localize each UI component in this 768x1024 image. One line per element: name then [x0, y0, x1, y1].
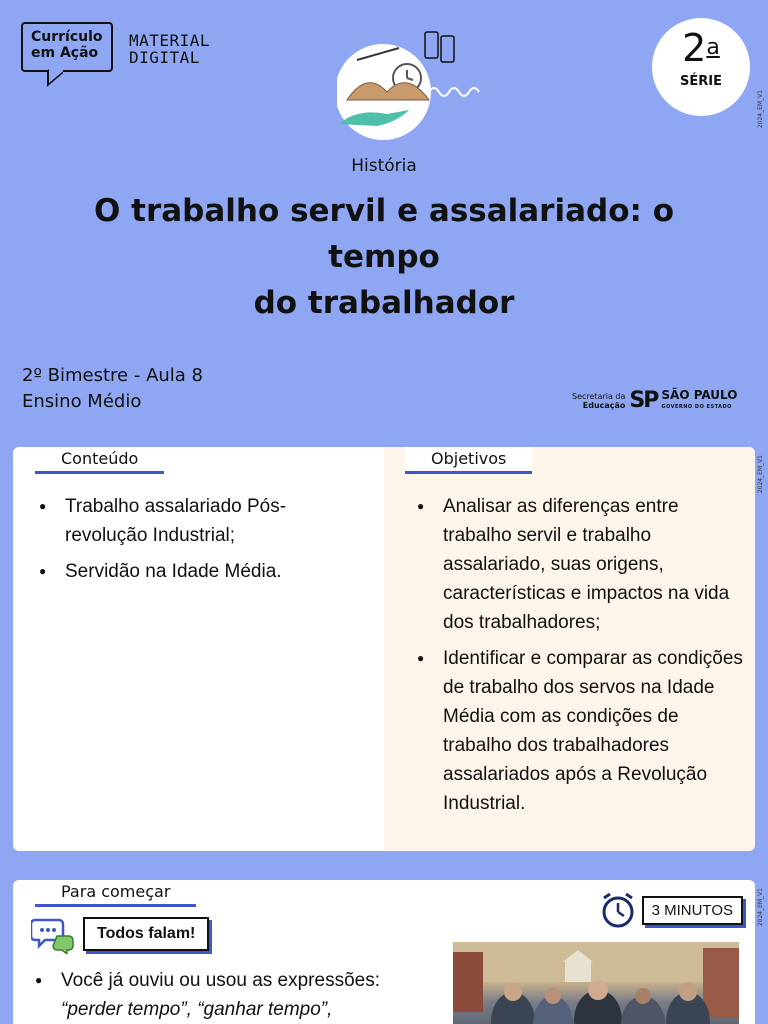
content-objectives-card: [13, 447, 755, 851]
list-item: ● Servidão na Idade Média.: [35, 557, 365, 586]
list-item: ● Analisar as diferenças entre trabalho servil e trabalho assalariado, suas origens, características e impactos na vida dos trabalhadores;: [413, 492, 743, 637]
sao-paulo-text: SÃO PAULO GOVERNO DO ESTADO: [661, 387, 738, 410]
timer-badge: [598, 890, 743, 930]
bimestre-text: 2º Bimestre - Aula 8: [22, 365, 203, 386]
para-comecar-card: [13, 880, 755, 1024]
serie-number: 2$^a$: [682, 26, 720, 70]
hero-illustration: [337, 30, 515, 142]
tag-conteudo: Conteúdo: [35, 447, 164, 474]
logo-curriculo-text: Currículo: [31, 29, 103, 45]
page-title: O trabalho servil e assalariado: o tempo do trabalhador: [94, 193, 674, 321]
logo-em-acao-text: em Ação: [31, 45, 99, 61]
logo-material-text: MATERIAL: [129, 31, 211, 50]
serie-label: SÉRIE: [680, 74, 722, 89]
tag-objetivos: Objetivos: [405, 447, 532, 474]
alarm-clock-icon: [598, 890, 638, 930]
secretaria-text: Secretaria da Educação: [572, 391, 626, 410]
side-tag: 2024_EM_V1: [757, 455, 764, 494]
todos-falam-label: Todos falam!: [83, 917, 209, 951]
logo-digital-text: DIGITAL: [129, 48, 200, 67]
gov-logo: [572, 388, 737, 413]
list-item: ● Você já ouviu ou usou as expressões: “perder tempo”, “ganhar tempo”,: [31, 966, 441, 1024]
side-tag: 2024_EM_V1: [757, 90, 764, 129]
wave-line: [429, 88, 479, 96]
ensino-text: Ensino Médio: [22, 391, 142, 412]
subject-label: História: [351, 156, 417, 176]
todos-falam-badge: [31, 914, 209, 954]
side-tag: 2024_EM_V1: [757, 888, 764, 927]
intro-list: [31, 966, 441, 1024]
sp-logo-mark: SP: [629, 388, 658, 413]
speech-bubbles-icon: [31, 914, 75, 954]
objetivos-list: [413, 492, 743, 825]
logo-curriculo-em-acao: [21, 22, 113, 72]
serie-badge: [652, 18, 750, 116]
workers-painting-image: [453, 942, 739, 1024]
tag-para-comecar: Para começar: [35, 880, 196, 907]
list-item: ● Identificar e comparar as condições de trabalho dos servos na Idade Média com as condições de trabalho dos trabalhadores assalariados após a Revolução Industrial.: [413, 644, 743, 818]
timer-label: 3 MINUTOS: [642, 896, 743, 925]
conteudo-list: [35, 492, 365, 593]
list-item: ● Trabalho assalariado Pós-revolução Industrial;: [35, 492, 365, 550]
phone-icon-2: [441, 36, 454, 62]
phone-icon: [425, 32, 438, 58]
logo-material-digital: [129, 32, 210, 66]
lesson-info: [22, 363, 203, 415]
